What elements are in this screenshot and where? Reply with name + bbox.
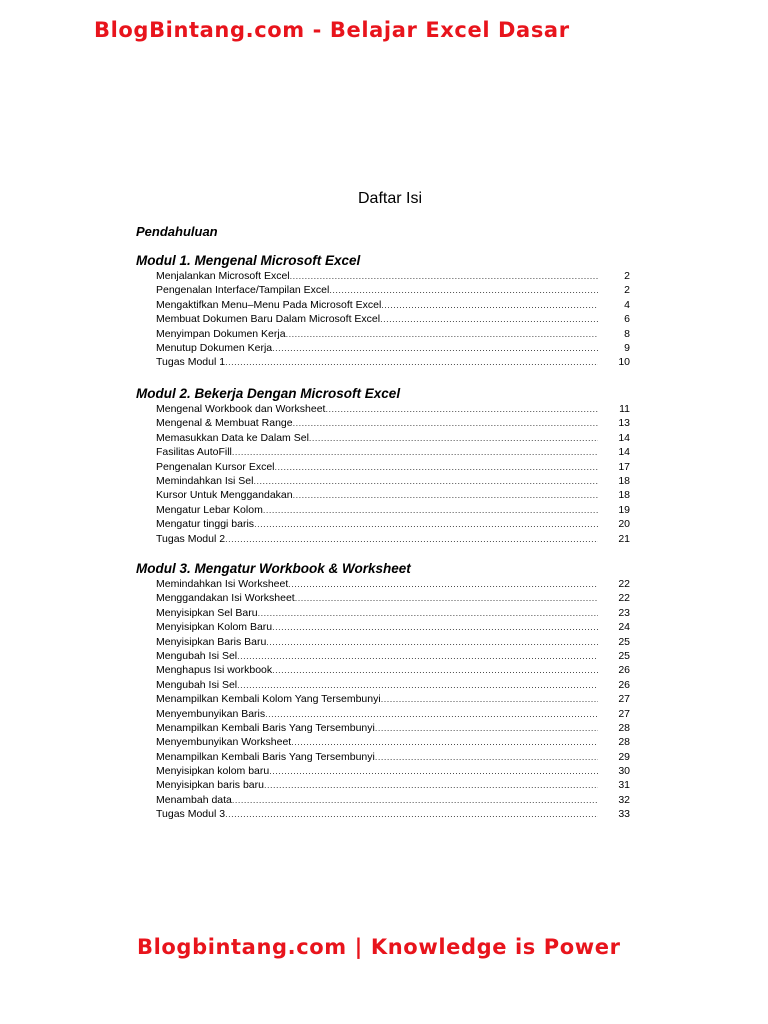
entry-label: Menyisipkan Baris Baru [156,635,267,648]
entry-label: Mengatur tinggi baris [156,518,255,531]
entry-label: Menghapus Isi workbook [156,664,273,677]
toc-entry[interactable] [136,532,636,546]
entry-label: Menyisipkan Sel Baru [156,606,258,619]
dot-leader [288,577,598,591]
toc-module-3 [136,560,636,822]
entry-label: Tugas Modul 3 [156,808,226,821]
dot-leader [309,431,598,445]
dot-leader [253,474,598,488]
page-footer-title: Blogbintang.com | Knowledge is Power [137,935,621,959]
dot-leader [265,707,598,721]
toc-entry[interactable] [136,474,636,488]
toc-entry[interactable] [136,577,636,591]
dot-leader [381,692,598,706]
entry-label: Kursor Untuk Menggandakan [156,489,293,502]
entry-label: Menyisipkan baris baru [156,779,264,792]
entry-page: 28 [618,736,630,749]
entry-page: 14 [618,431,630,444]
toc-entry[interactable] [136,341,636,355]
dot-leader [375,750,598,764]
toc-entry[interactable] [136,327,636,341]
entry-page: 26 [618,678,630,691]
toc-entry[interactable] [136,721,636,735]
entry-label: Menutup Dokumen Kerja [156,341,273,354]
toc-entry[interactable] [136,503,636,517]
dot-leader [232,445,598,459]
entry-page: 18 [618,489,630,502]
entry-page: 8 [624,327,630,340]
toc-entry[interactable] [136,606,636,620]
toc-module-2 [136,385,636,546]
toc-entry[interactable] [136,663,636,677]
entry-page: 24 [618,621,630,634]
toc-entry[interactable] [136,402,636,416]
entry-page: 27 [618,707,630,720]
toc-entry[interactable] [136,692,636,706]
toc-entry[interactable] [136,517,636,531]
toc-intro-heading: Pendahuluan [136,224,218,239]
module-entries [136,577,636,822]
entry-page: 25 [618,649,630,662]
entry-label: Pengenalan Kursor Excel [156,460,275,473]
entry-page: 18 [618,474,630,487]
dot-leader [254,517,598,531]
toc-entry[interactable] [136,283,636,297]
entry-page: 27 [618,693,630,706]
dot-leader [272,341,598,355]
toc-entry[interactable] [136,355,636,369]
toc-entry[interactable] [136,312,636,326]
dot-leader [291,735,598,749]
entry-page: 28 [618,721,630,734]
entry-label: Memasukkan Data ke Dalam Sel [156,431,309,444]
module-entries [136,269,636,370]
module-heading: Modul 3. Mengatur Workbook & Worksheet [136,561,411,576]
entry-label: Memindahkan Isi Worksheet [156,578,289,590]
entry-label: Mengenal & Membuat Range [156,417,293,430]
entry-label: Menyembunyikan Worksheet [156,736,292,749]
dot-leader [225,532,598,546]
entry-label: Mengaktifkan Menu–Menu Pada Microsoft Excel [156,298,382,311]
module-heading: Modul 1. Mengenal Microsoft Excel [136,253,361,268]
dot-leader [380,312,598,326]
dot-leader [293,416,598,430]
entry-page: 11 [619,403,630,415]
toc-entry[interactable] [136,416,636,430]
entry-label: Mengatur Lebar Kolom [156,503,263,516]
dot-leader [325,402,598,416]
dot-leader [237,649,598,663]
module-heading: Modul 2. Bekerja Dengan Microsoft Excel [136,386,401,401]
toc-entry[interactable] [136,620,636,634]
dot-leader [381,298,598,312]
entry-page: 29 [618,750,630,763]
entry-page: 13 [618,417,630,430]
dot-leader [225,355,598,369]
entry-page: 2 [624,284,630,297]
toc-entry[interactable] [136,431,636,445]
entry-label: Menyisipkan Kolom Baru [156,621,273,634]
toc-entry[interactable] [136,735,636,749]
dot-leader [272,620,598,634]
entry-label: Fasilitas AutoFill [156,446,232,459]
entry-page: 33 [618,808,630,821]
dot-leader [272,663,598,677]
dot-leader [237,678,598,692]
entry-page: 4 [624,298,630,311]
entry-page: 32 [618,793,630,806]
toc-entry[interactable] [136,460,636,474]
entry-label: Mengubah Isi Sel [156,678,238,691]
toc-title: Daftar Isi [357,190,422,207]
entry-page: 2 [624,270,630,282]
toc-entry[interactable] [136,750,636,764]
entry-label: Menampilkan Kembali Baris Yang Tersembunyi [156,721,375,734]
entry-page: 31 [618,779,630,792]
toc-entry[interactable] [136,298,636,312]
dot-leader [266,635,598,649]
entry-label: Menyembunyikan Baris [156,707,266,720]
entry-page: 14 [618,446,630,459]
dot-leader [329,283,598,297]
entry-label: Menampilkan Kembali Kolom Yang Tersembunyi [156,693,381,706]
toc-entry[interactable] [136,591,636,605]
dot-leader [263,503,598,517]
entry-page: 30 [618,765,630,778]
toc-entry[interactable] [136,635,636,649]
entry-page: 22 [618,592,630,605]
dot-leader [269,764,598,778]
entry-page: 22 [618,578,630,590]
entry-page: 25 [618,635,630,648]
entry-page: 19 [618,503,630,516]
entry-label: Menambah data [156,793,232,806]
toc-entry[interactable] [136,707,636,721]
dot-leader [293,488,598,502]
toc-entry[interactable] [136,678,636,692]
toc-entry[interactable] [136,649,636,663]
toc-entry[interactable] [136,488,636,502]
entry-label: Pengenalan Interface/Tampilan Excel [156,284,330,297]
entry-label: Memindahkan Isi Sel [156,474,254,487]
dot-leader [264,778,598,792]
entry-page: 9 [624,341,630,354]
entry-label: Tugas Modul 1 [156,356,226,369]
toc-entry[interactable] [136,807,636,821]
dot-leader [295,591,598,605]
toc-entry[interactable] [136,793,636,807]
entry-label: Membuat Dokumen Baru Dalam Microsoft Excel [156,313,381,326]
entry-label: Menyisipkan kolom baru [156,765,270,778]
dot-leader [225,807,598,821]
toc-entry[interactable] [136,764,636,778]
entry-label: Mengubah Isi Sel [156,649,238,662]
entry-page: 10 [618,356,630,369]
entry-label: Menggandakan Isi Worksheet [156,592,295,605]
entry-page: 23 [618,606,630,619]
entry-label: Menjalankan Microsoft Excel [156,270,290,282]
entry-page: 6 [624,313,630,326]
toc-entry[interactable] [136,778,636,792]
dot-leader [232,793,598,807]
entry-label: Tugas Modul 2 [156,532,226,545]
dot-leader [290,269,598,283]
page-header-title: BlogBintang.com - Belajar Excel Dasar [94,18,570,42]
entry-page: 20 [618,518,630,531]
dot-leader [286,327,598,341]
toc-module-1 [136,252,636,370]
dot-leader [258,606,598,620]
entry-label: Menampilkan Kembali Baris Yang Tersembunyi [156,750,375,763]
dot-leader [275,460,599,474]
entry-page: 17 [618,460,630,473]
entry-label: Mengenal Workbook dan Worksheet [156,403,326,415]
dot-leader [375,721,598,735]
toc-entry[interactable] [136,269,636,283]
entry-page: 21 [618,532,630,545]
toc-entry[interactable] [136,445,636,459]
module-entries [136,402,636,546]
entry-page: 26 [618,664,630,677]
entry-label: Menyimpan Dokumen Kerja [156,327,286,340]
